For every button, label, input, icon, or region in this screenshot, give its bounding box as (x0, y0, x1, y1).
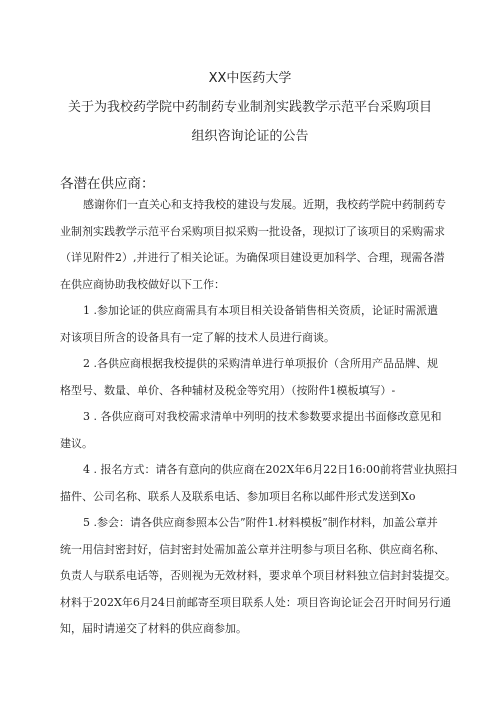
body-line: 知，届时请递交了材料的供应商参加。 (60, 622, 247, 635)
body-line: 1 .参加论证的供应商需具有本项目相关设备销售相关资质，论证时需派遣 (83, 304, 438, 317)
body-line: 负责人与联系电话等，否则视为无效材料，要求单个项目材料独立信封封装提交。 (60, 569, 456, 582)
body-line: 对该项目所含的设备具有一定了解的技术人员进行商谈。 (60, 330, 335, 344)
body-line: 格型号、数量、单价、各种辅材及税金等究用）（按附件1模板填写）- (60, 383, 396, 397)
salutation: 各潜在供应商： (60, 176, 155, 192)
body-line: （详见附件2）,并进行了相关论证。为确保项目建设更加科学、合理，现需各潜 (60, 251, 445, 264)
body-line: 2 .各供应商根据我校提供的采购清单进行单项报价（含所用产品品牌、规 (83, 357, 438, 370)
document-title (0, 64, 500, 151)
body-line: 建议。 (60, 436, 93, 450)
body-line: 4 . 报名方式：请各有意向的供应商在202X年6月22日16:00前将营业执照扫 (83, 463, 458, 476)
body-line: 3 . 各供应商可对我校需求清单中列明的技术参数要求提出书面修改意见和 (83, 410, 442, 423)
body-line: 业制剂实践教学示范平台采购项目拟采购一批设备，现拟订了该项目的采购需求 (60, 224, 445, 238)
title-line-university: XX中医药大学 (208, 71, 292, 86)
body-line: 统一用信封密封好，信封密封处需加盖公章并注明参与项目名称、供应商名称、 (60, 542, 445, 556)
body-line: 材料于202X年6月24日前邮寄至项目联系人处：项目咨询论证会召开时间另行通 (60, 595, 451, 609)
body-line: 感谢你们一直关心和支持我校的建设与发展。近期，我校药学院中药制药专 (83, 198, 446, 211)
body-line: 在供应商协助我校做好以下工作： (60, 277, 225, 291)
body-line: 5 .参会：请各供应商参照本公告”附件1.材料模板”制作材料，加盖公章并 (83, 516, 438, 529)
body-line: 描件、公司名称、联系人及联系电话、参加项目名称以邮件形式发送到Xo (60, 489, 416, 503)
body-text (60, 192, 458, 643)
title-line-subject: 关于为我校药学院中药制药专业制剂实践教学示范平台采购项目 (67, 100, 432, 115)
title-line-notice: 组织咨询论证的公告 (191, 129, 309, 144)
